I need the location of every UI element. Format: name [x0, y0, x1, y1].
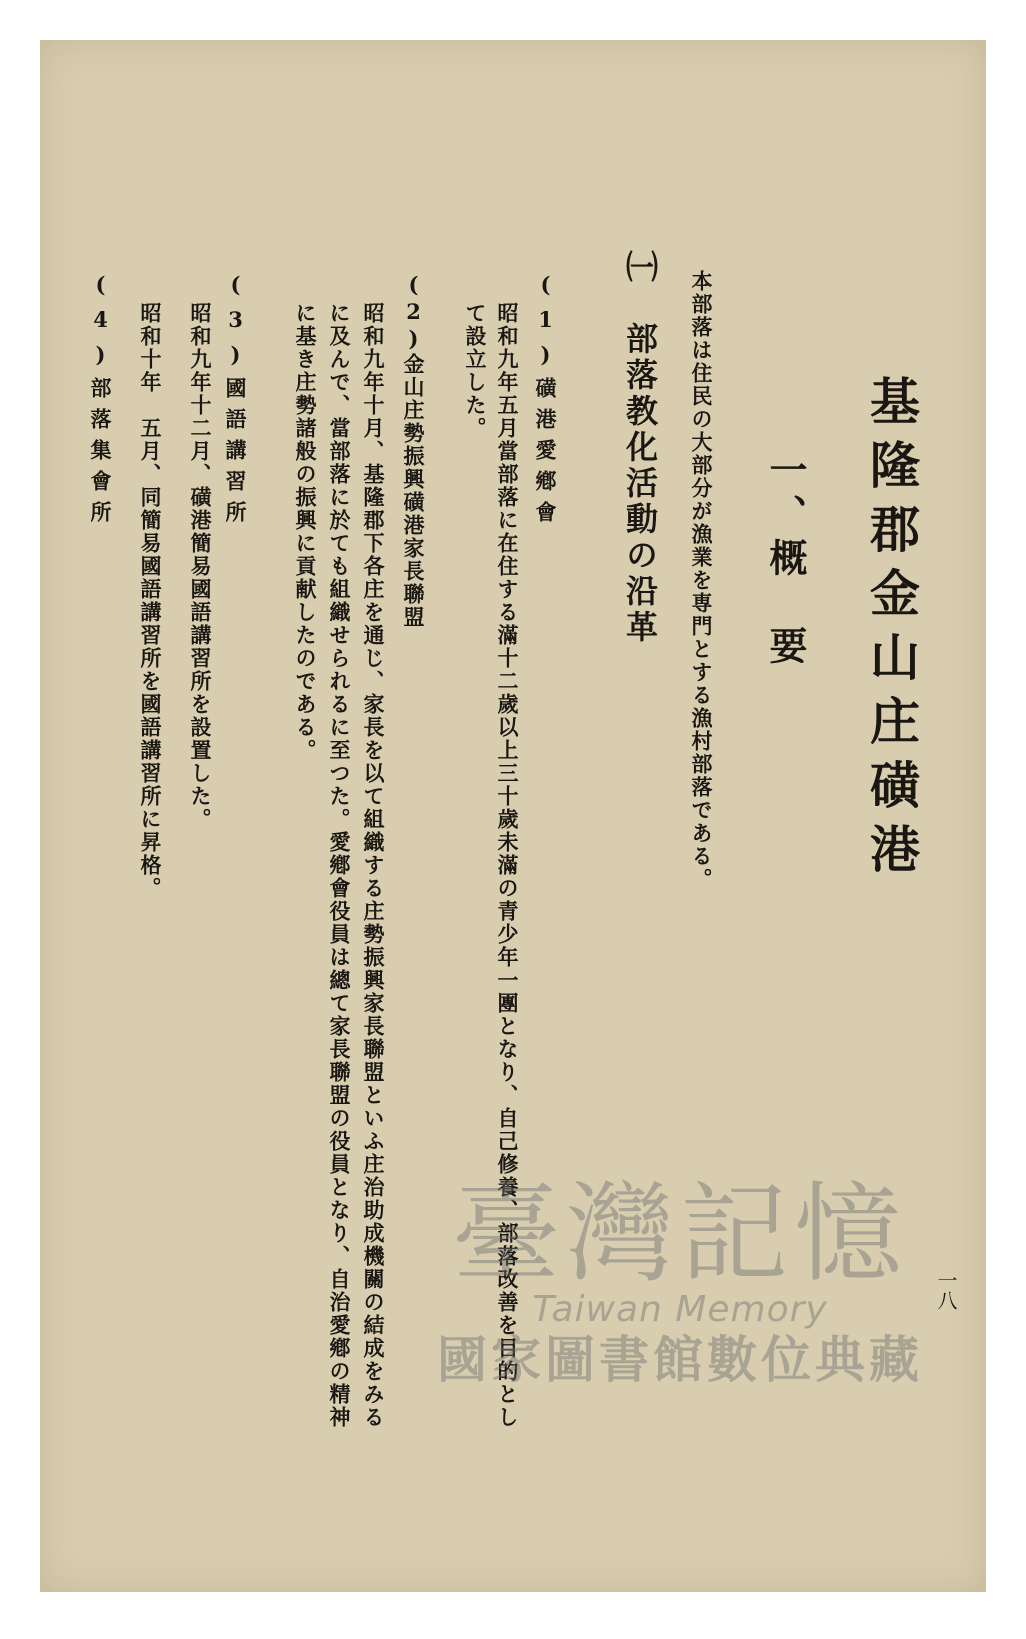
item-1-line-2: て設立した。	[463, 302, 488, 440]
item-2-line-1: 昭和九年十月、基隆郡下各庄を通じ、家長を以て組織する庄勢振興家長聯盟といふ庄治助成機關の結成をみる	[361, 302, 386, 1429]
watermark-english: Taiwan Memory	[532, 1289, 828, 1330]
watermark-chinese-big: 臺灣記憶	[451, 1172, 908, 1297]
overview-text: 本部落は住民の大部分が漁業を専門とする漁村部落である。	[689, 270, 714, 891]
item-3-heading: (3)國語講習所	[223, 272, 248, 532]
item-1-heading: (1)磺港愛鄕會	[533, 272, 558, 532]
watermark-chinese-small: 國家圖書館數位典藏	[437, 1331, 923, 1389]
item-2-heading: (2)金山庄勢振興磺港家長聯盟	[401, 272, 426, 629]
item-1-line-1: 昭和九年五月當部落に在住する滿十二歲以上三十歲未滿の青少年一團となり、自己修養、部落改善を目的とし	[495, 302, 520, 1429]
item-2-line-2: に及んで、當部落に於ても組織せられるに至つた。愛鄕會役員は總て家長聯盟の役員となり、自治愛鄕の精神	[327, 302, 352, 1429]
item-3-line-1: 昭和九年十二月、磺港簡易國語講習所を設置した。	[188, 302, 213, 831]
item-4-heading: (4)部落集會所	[88, 272, 113, 532]
watermark-logo	[420, 1172, 940, 1440]
item-4-line-1: 昭和十年 五月、同簡易國語講習所を國語講習所に昇格。	[138, 302, 163, 900]
document-title: 基隆郡金山庄磺港	[862, 375, 921, 887]
item-2-line-3: に基き庄勢諸般の振興に貢献したのである。	[293, 302, 318, 762]
subsection-heading: ㈠ 部落教化活動の沿革	[621, 250, 659, 646]
section-heading: 一、概 要	[763, 450, 808, 670]
page-number: 一八	[934, 1270, 958, 1310]
